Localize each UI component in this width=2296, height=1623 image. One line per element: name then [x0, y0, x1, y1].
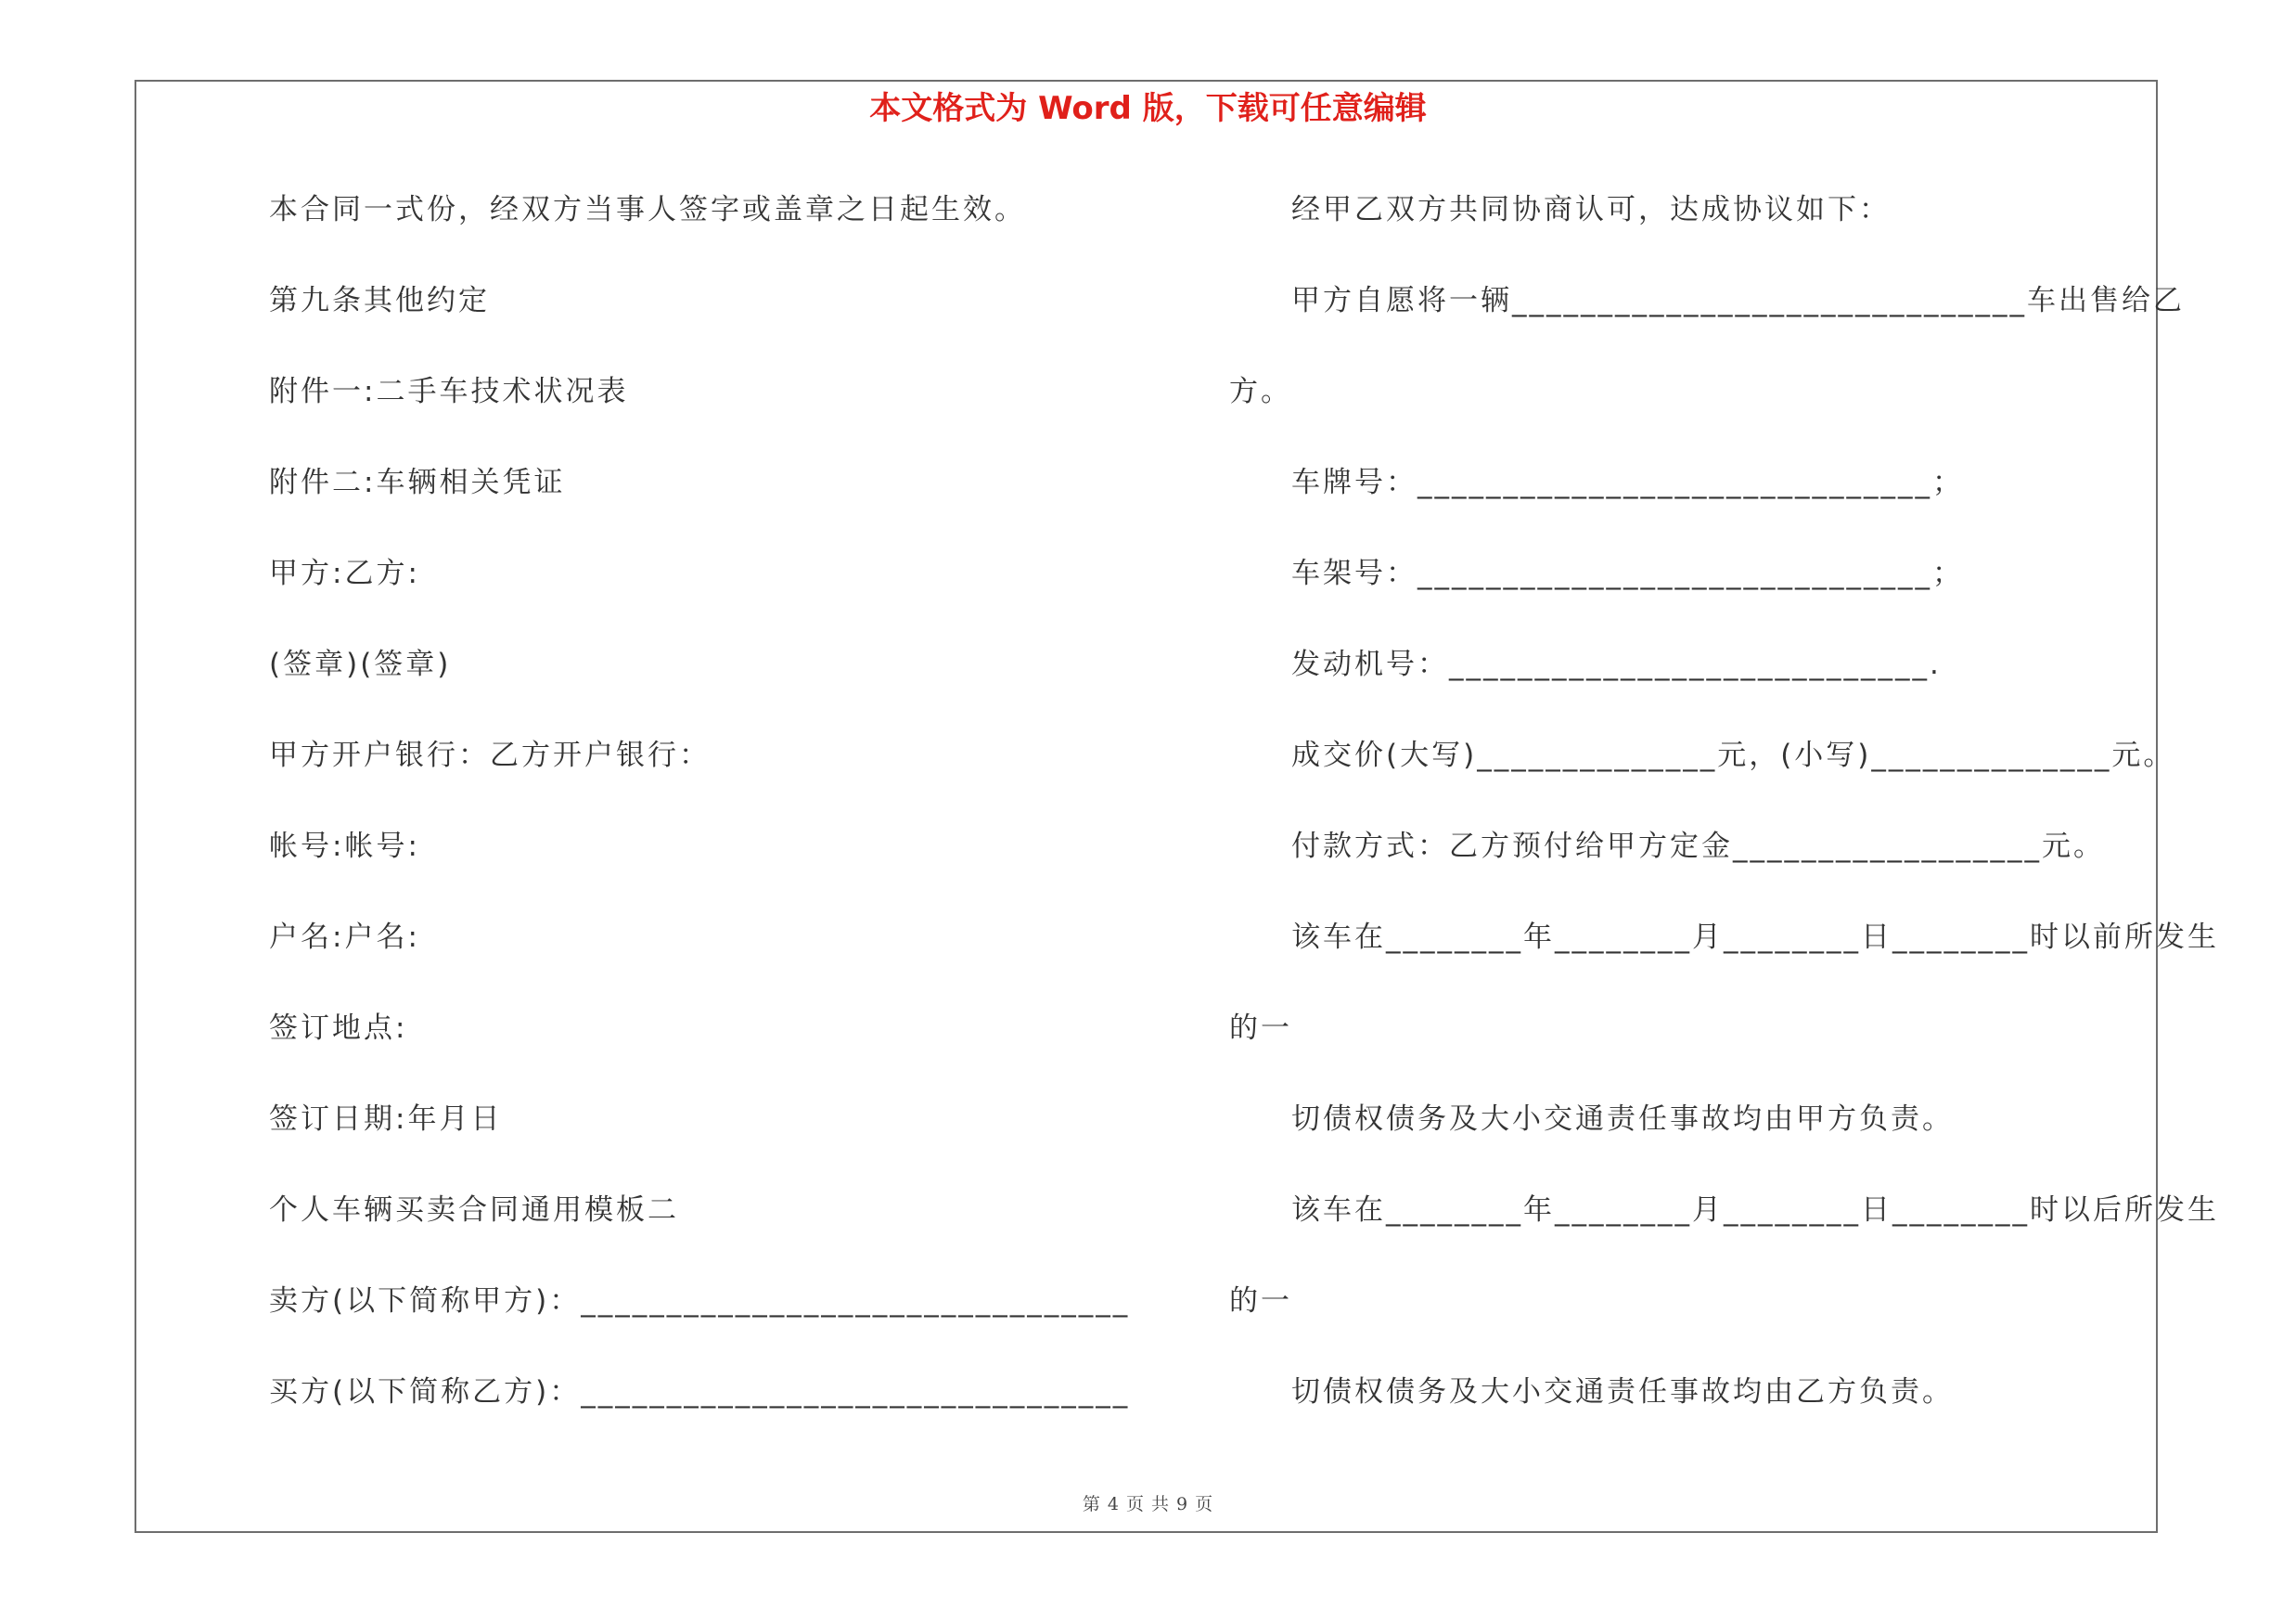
text-line: 车架号：______________________________；: [1291, 557, 1964, 590]
text-line: 成交价(大写)______________元，(小写)______________元。: [1291, 739, 2175, 772]
text-line: 甲方开户银行：乙方开户银行：: [269, 739, 711, 772]
text-line: 的一: [1229, 1011, 1292, 1045]
format-banner: 本文格式为 Word 版，下载可任意编辑: [869, 90, 1427, 127]
text-line: (签章)(签章): [269, 648, 452, 681]
text-line: 买方(以下简称乙方)：________________________________: [269, 1375, 1131, 1409]
text-line: 户名:户名:: [269, 921, 420, 954]
text-line: 该车在________年________月________日________时以后所发生: [1291, 1193, 2219, 1227]
text-line: 切债权债务及大小交通责任事故均由甲方负责。: [1291, 1102, 1954, 1136]
text-line: 车牌号：______________________________；: [1291, 466, 1964, 499]
text-line: 卖方(以下简称甲方)：________________________________: [269, 1284, 1131, 1318]
text-line: 附件二:车辆相关凭证: [269, 466, 566, 499]
text-line: 附件一:二手车技术状况表: [269, 375, 629, 408]
text-line: 第九条其他约定: [269, 284, 490, 317]
left-column: [269, 182, 1197, 1455]
text-line: 签订地点:: [269, 1011, 408, 1045]
text-line: 帐号:帐号:: [269, 830, 420, 863]
text-line: 的一: [1229, 1284, 1292, 1318]
text-line: 甲方自愿将一辆______________________________车出售给乙: [1291, 284, 2185, 317]
text-line: 甲方:乙方:: [269, 557, 420, 590]
text-line: 个人车辆买卖合同通用模板二: [269, 1193, 679, 1227]
text-line: 该车在________年________月________日________时以前所发生: [1291, 921, 2219, 954]
text-line: 发动机号：____________________________.: [1291, 648, 1942, 681]
text-line: 付款方式：乙方预付给甲方定金__________________元。: [1291, 830, 2105, 863]
page-number: 第 4 页 共 9 页: [1082, 1494, 1214, 1514]
text-line: 签订日期:年月日: [269, 1102, 503, 1136]
text-line: 经甲乙双方共同协商认可，达成协议如下：: [1291, 193, 1891, 226]
text-line: 本合同一式份，经双方当事人签字或盖章之日起生效。: [269, 193, 1026, 226]
text-line: 方。: [1229, 375, 1292, 408]
right-column: [1229, 182, 2219, 1455]
text-line: 切债权债务及大小交通责任事故均由乙方负责。: [1291, 1375, 1954, 1409]
